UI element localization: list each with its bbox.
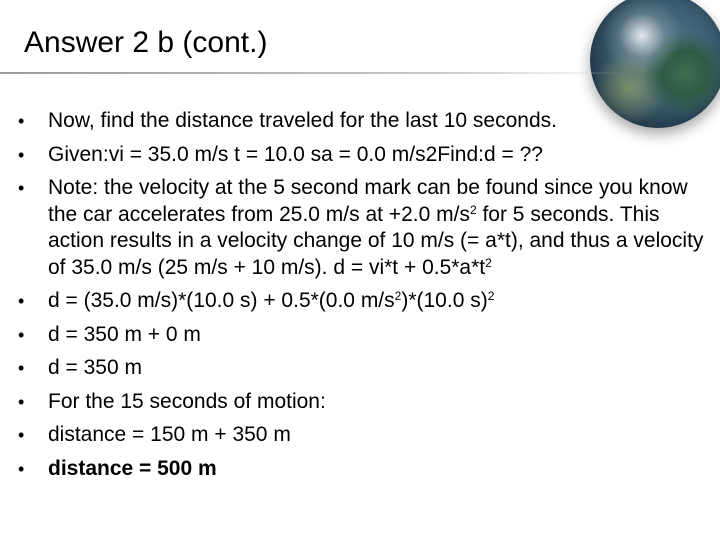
bullet-icon: • <box>18 458 25 479</box>
bullet-list <box>18 108 718 489</box>
bullet-icon: • <box>18 178 25 198</box>
bullet-icon: • <box>18 111 25 131</box>
superscript: 2 <box>487 289 495 303</box>
bullet-text: )*(10.0 s) <box>401 289 488 312</box>
bullet-text: Note: the velocity at the 5 second mark can be found since you know the car accelerates from 25.0 m/s at +2.0 m/s <box>48 176 688 226</box>
bullet-text: d = 350 m + 0 m <box>48 322 201 346</box>
bullet-text: Now, find the distance traveled for the last 10 seconds. <box>48 109 557 132</box>
list-item <box>18 322 718 349</box>
bullet-text: for 5 seconds. This action results in a velocity change of 10 m/s (= a*t), and thus a velocity of 35.0 m/s (25 m/s + 10 m/s). d = vi*t + 0.5*a*t <box>48 202 704 279</box>
bullet-text: Given:vi = 35.0 m/s t = 10.0 sa = 0.0 m/s2Find:d = ?? <box>48 142 543 166</box>
bullet-icon: • <box>18 291 25 311</box>
bullet-icon: • <box>18 391 25 412</box>
bullet-text: d = 350 m <box>48 356 142 379</box>
bullet-text-bold: distance = 500 m <box>48 456 217 480</box>
list-item <box>18 422 718 449</box>
list-item <box>18 108 718 135</box>
superscript: 2 <box>469 202 477 217</box>
title-divider <box>0 72 625 74</box>
bullet-icon: • <box>18 425 25 445</box>
list-item <box>18 142 718 169</box>
list-item <box>18 456 718 483</box>
bullet-text: For the 15 seconds of motion: <box>48 389 326 413</box>
list-item <box>18 355 718 382</box>
bullet-text: distance = 150 m + 350 m <box>48 423 291 446</box>
list-item <box>18 175 718 281</box>
superscript: 2 <box>485 255 492 270</box>
list-item <box>18 288 718 315</box>
bullet-icon: • <box>18 144 25 165</box>
bullet-icon: • <box>18 324 25 345</box>
superscript: 2 <box>394 289 402 303</box>
slide-title: Answer 2 b (cont.) <box>24 26 268 59</box>
bullet-icon: • <box>18 358 25 378</box>
list-item <box>18 389 718 416</box>
bullet-text: d = (35.0 m/s)*(10.0 s) + 0.5*(0.0 m/s <box>48 289 395 312</box>
